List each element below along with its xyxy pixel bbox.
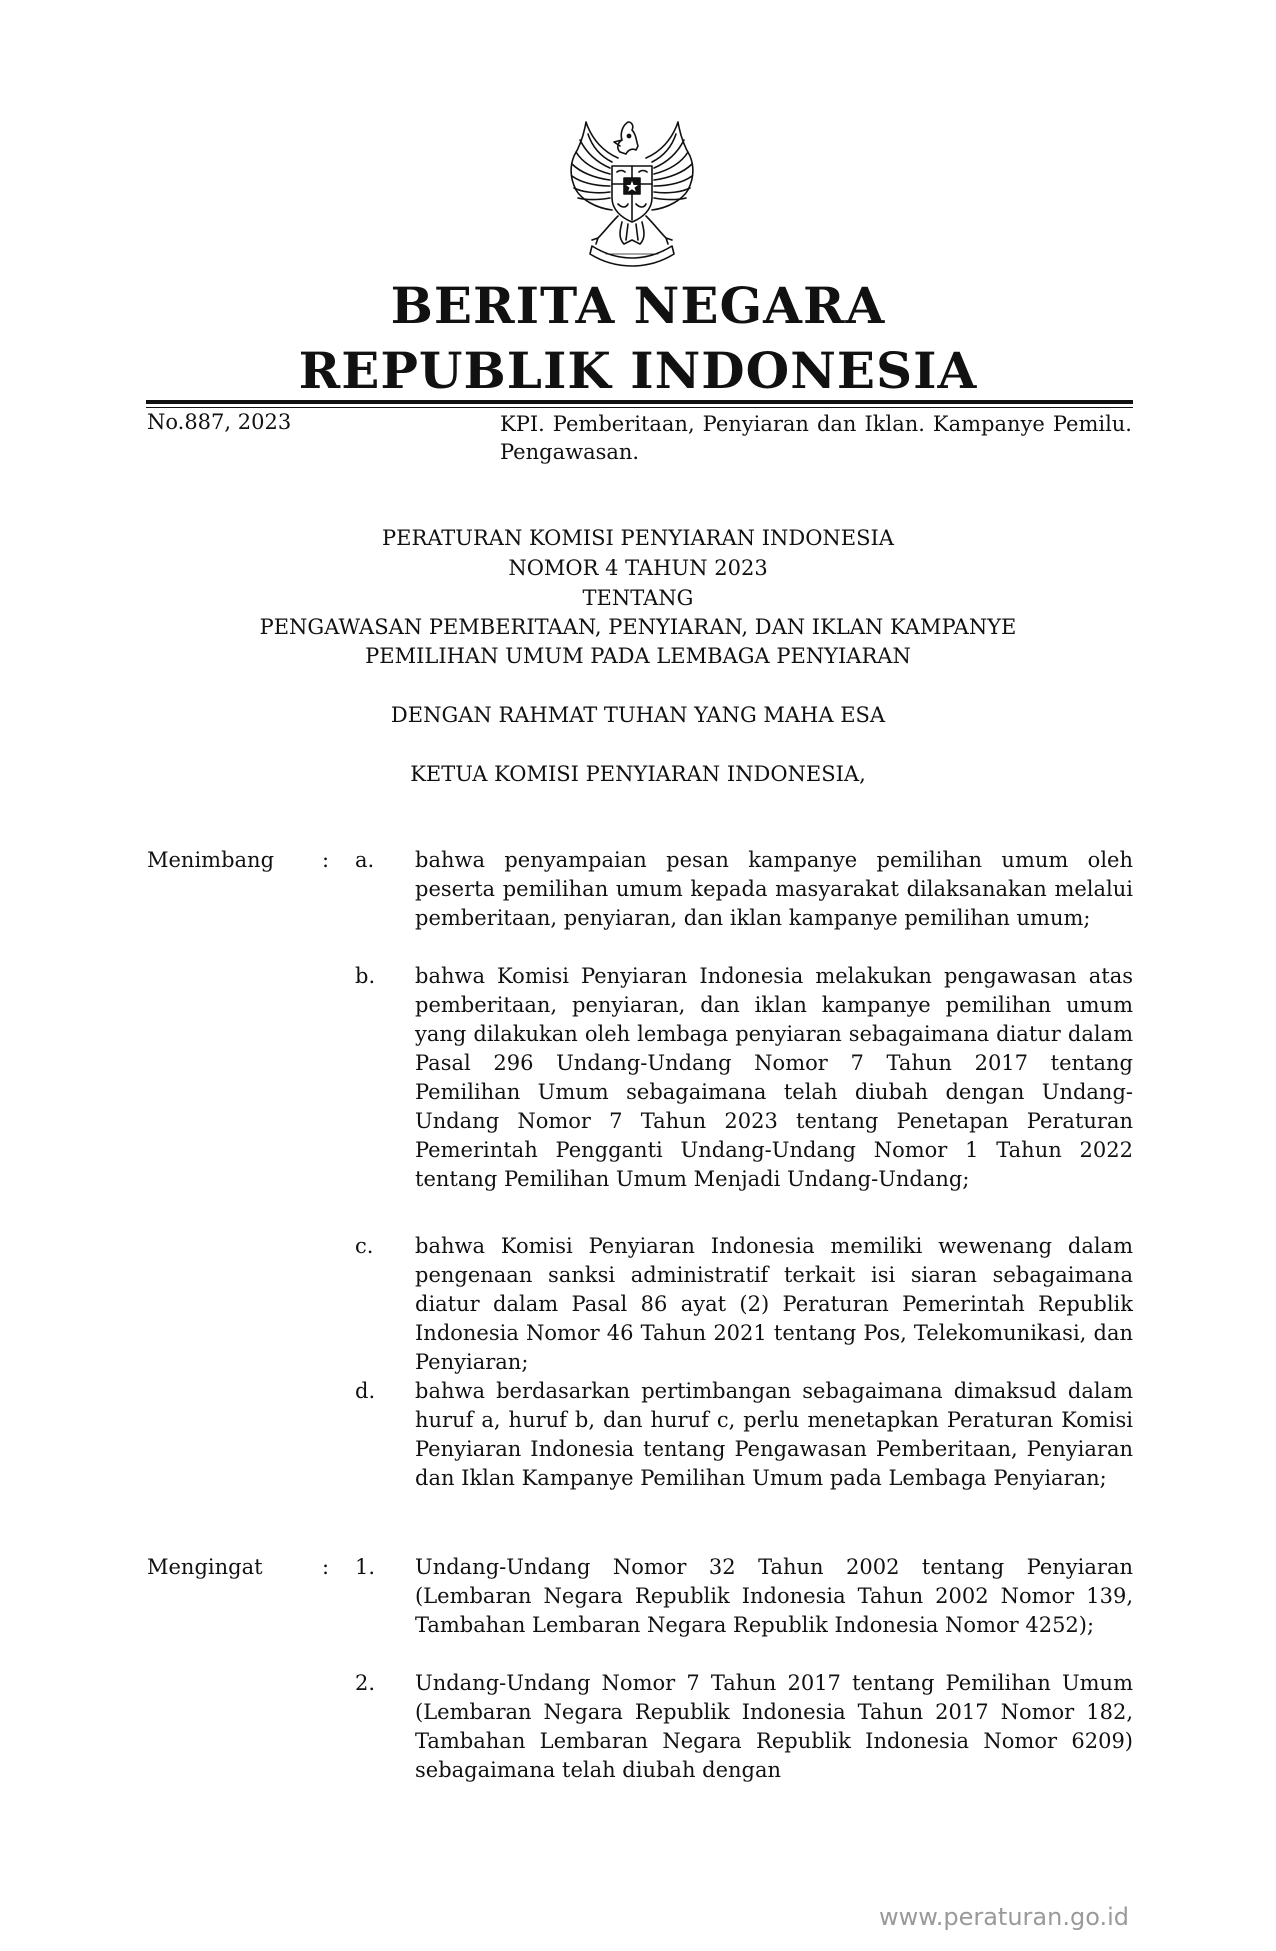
masthead-title: BERITA NEGARA — [390, 276, 886, 335]
item-text: Undang-Undang Nomor 32 Tahun 2002 tentang Penyiaran (Lembaran Negara Republik Indonesia Tahun 2002 Nomor 139, Tambahan Lembaran Negara Republik Indonesia Nomor 4252); — [415, 1555, 1133, 1637]
footer-url-link[interactable]: www.peraturan.go.id — [879, 1903, 1129, 1931]
gazette-topic: KPI. Pemberitaan, Penyiaran dan Iklan. Kampanye Pemilu. Pengawasan. — [500, 412, 1132, 464]
regulation-title-line-1: PERATURAN KOMISI PENYIARAN INDONESIA — [382, 526, 894, 550]
item-marker: b. — [355, 964, 376, 988]
garuda-emblem-icon — [552, 112, 712, 272]
mengingat-label: Mengingat — [147, 1555, 263, 1579]
section-colon: : — [322, 1555, 330, 1579]
regulation-number: NOMOR 4 TAHUN 2023 — [508, 556, 768, 580]
regulation-subject-line-2: PEMILIHAN UMUM PADA LEMBAGA PENYIARAN — [365, 644, 911, 668]
item-marker: a. — [355, 848, 375, 872]
gazette-number: No.887, 2023 — [147, 410, 292, 434]
item-text: bahwa penyampaian pesan kampanye pemilihan umum oleh peserta pemilihan umum kepada masyarakat dilaksanakan melalui pemberitaan, penyiaran, dan iklan kampanye pemilihan umum; — [415, 848, 1133, 930]
item-text: Undang-Undang Nomor 7 Tahun 2017 tentang Pemilihan Umum (Lembaran Negara Republik Indonesia Tahun 2017 Nomor 182, Tambahan Lembaran Negara Republik Indonesia Nomor 6209) sebagaimana telah diubah dengan — [415, 1671, 1133, 1782]
section-colon: : — [322, 848, 330, 872]
item-marker: 2. — [355, 1671, 376, 1695]
header-rule-thin — [146, 407, 1133, 408]
regulation-about: TENTANG — [582, 586, 694, 610]
item-marker: c. — [355, 1234, 374, 1258]
official-title: KETUA KOMISI PENYIARAN INDONESIA, — [410, 762, 866, 786]
regulation-subject-line-1: PENGAWASAN PEMBERITAAN, PENYIARAN, DAN IKLAN KAMPANYE — [259, 615, 1017, 639]
masthead-subtitle: REPUBLIK INDONESIA — [298, 341, 978, 400]
item-text: bahwa berdasarkan pertimbangan sebagaimana dimaksud dalam huruf a, huruf b, dan huruf c, perlu menetapkan Peraturan Komisi Penyiaran Indonesia tentang Pengawasan Pemberitaan, Penyiaran dan Iklan Kampanye Pemilihan Umum pada Lembaga Penyiaran; — [415, 1379, 1133, 1490]
blessing-line: DENGAN RAHMAT TUHAN YANG MAHA ESA — [390, 703, 886, 727]
item-text: bahwa Komisi Penyiaran Indonesia melakukan pengawasan atas pemberitaan, penyiaran, dan iklan kampanye pemilihan umum yang dilakukan oleh lembaga penyiaran sebagaimana diatur dalam Pasal 296 Undang-Undang Nomor 7 Tahun 2017 tentang Pemilihan Umum sebagaimana telah diubah dengan Undang-Undang Nomor 7 Tahun 2023 tentang Penetapan Peraturan Pemerintah Pengganti Undang-Undang Nomor 1 Tahun 2022 tentang Pemilihan Umum Menjadi Undang-Undang; — [415, 964, 1133, 1191]
menimbang-label: Menimbang — [147, 848, 275, 872]
header-rule — [146, 400, 1133, 404]
item-marker: d. — [355, 1379, 376, 1403]
item-text: bahwa Komisi Penyiaran Indonesia memiliki wewenang dalam pengenaan sanksi administratif terkait isi siaran sebagaimana diatur dalam Pasal 86 ayat (2) Peraturan Pemerintah Republik Indonesia Nomor 46 Tahun 2021 tentang Pos, Telekomunikasi, dan Penyiaran; — [415, 1234, 1133, 1374]
item-marker: 1. — [355, 1555, 376, 1579]
